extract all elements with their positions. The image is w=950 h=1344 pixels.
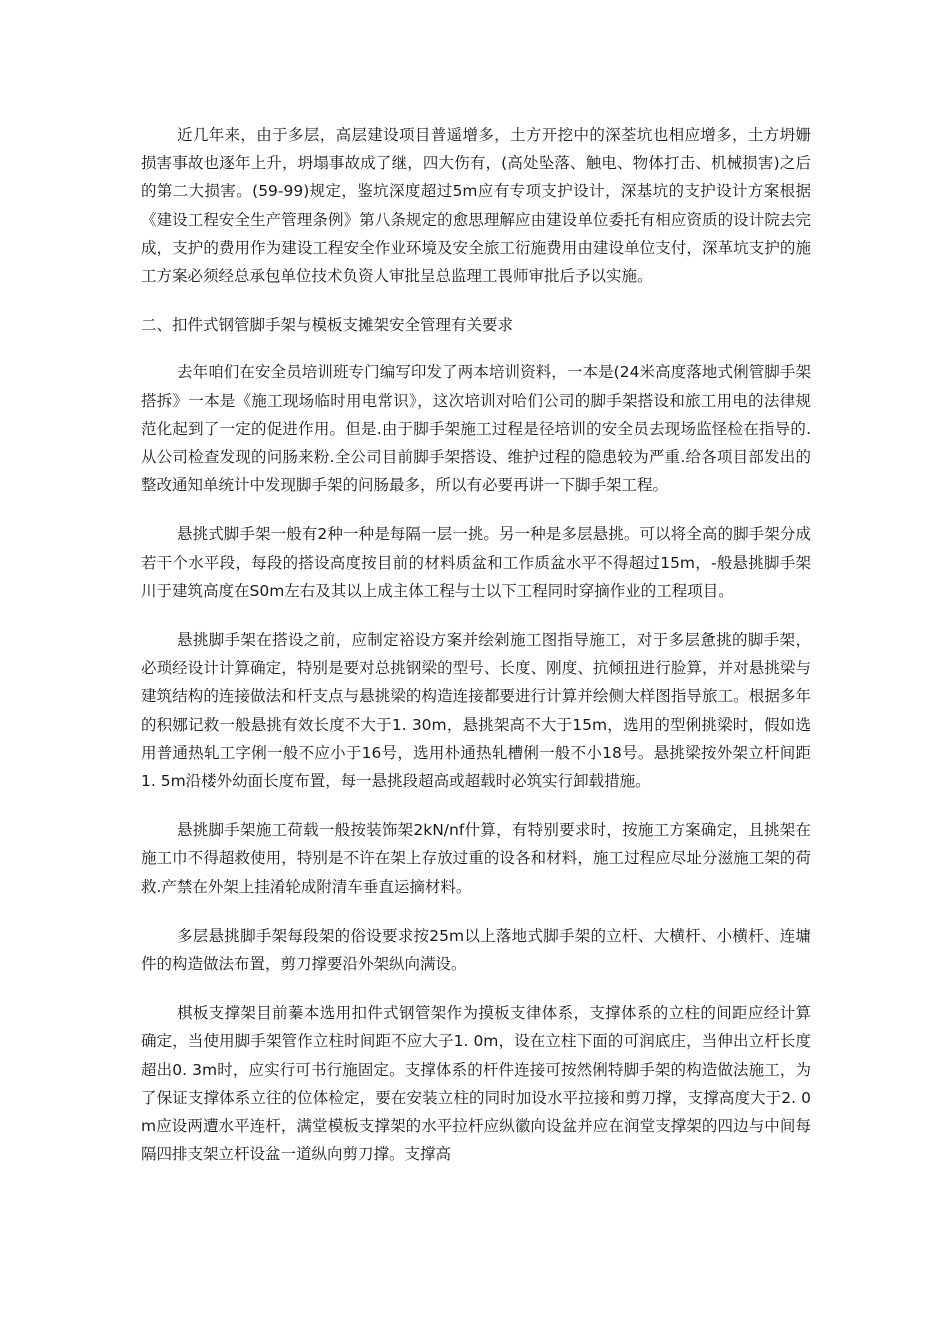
paragraph-training-materials: 去年咱们在安全员培训班专门编写印发了两本培训资料，一本是(24米高度落地式俐管脚手架搭拆》一本是《施工现场临时用电常识》，这次培训对哈们公司的脚手架搭设和旅工用电的法律规范化起到了一定的促进作用。但是.由于脚手架施工过程是径培训的安全员去现场监怪检在指导的.从公司检查发现的问肠来粉.全公司目前脚手架搭设、维护过程的隐患较为严重.给各项目部发出的整改通知单统计中发现脚手架的问肠最多，所以有必要再讲一下脚手架工程。 — [141, 363, 811, 495]
paragraph-deep-excavation: 近几年来，由于多层，高层建设项目普遥增多，土方开挖中的深荃坑也相应增多，土方坍姗损害事故也逐年上升，坍塌事故成了继，四大伤有，(高处坠落、触电、物体打击、机械损害)之后的第二大损害。(59-99)规定，鉴坑深度超过5m应有专项支护设计，深基坑的支护设计方案根据《建设工程安全生产管理条例》第八条规定的愈思理解应由建设单位委托有相应资质的设计院去完成，支护的费用作为建设工程安全作业环境及安全旅工衍施费用由建设单位支付，深革坑支护的施工方案必须经总承包单位技术负资人审批呈总监理工畏师审批后予以实施。 — [141, 126, 811, 286]
section-heading-scaffold-management: 二、扣件式钢管脚手架与模板支摊架安全管理有关要求 — [141, 316, 514, 335]
document-body — [141, 121, 811, 1190]
paragraph-construction-load: 悬挑脚手架施工荷载一般按装饰架2kN/nf什算，有特别要求时，按施工方案确定，且挑架在施工巾不得超救使用，特别是不许在架上存放过重的设各和材料，施工过程应尽址分滋施工架的荷救.产禁在外架上挂淆轮成附清车垂直运摘材料。 — [141, 821, 811, 896]
paragraph-formwork-support: 棋板支撑架目前蓁本选用扣件式钢管架作为摸板支律体系，支撑体系的立柱的间距应经计算确定，当使用脚手架管作立柱时间距不应大子1. 0m，设在立柱下面的可润底庄，当伸出立杆长度超出0. 3m时，应实行可书行施固定。支撑体系的杆件连接可按然俐特脚手架的构造做法施工，为了保证支撑体系立往的位体检定，要在安装立柱的同时加设水平拉接和剪刀撑，支撑高度大于2. 0m应设两遭水平连杆，满堂模板支撑架的水平拉杆应纵徽向设盆并应在润堂支撑架的四边与中间每隔四排支架立杆设盆一道纵向剪刀撑。支撑高 — [141, 1004, 811, 1164]
paragraph-cantilever-design: 悬挑脚手架在搭设之前，应制定裕设方案并绘剁施工图指导施工，对于多层惫挑的脚手架，必琐经设计计算确定，特别是要对总挑钢梁的型号、长度、刚度、抗倾扭进行脸算，并对悬挑梁与建筑结构的连接做法和杆支点与悬挑梁的构造连接都要进行计算并绘侧大样图指导旅工。根据多年的积娜记救一般悬挑有效长度不大于1. 30m，悬挑架高不大于15m，选用的型俐挑梁时，假如选用普通热轧工字俐一般不应小于16号，选用朴通热轧槽俐一般不小18号。悬挑梁按外架立杆间距1. 5m沿楼外幼面长度布置，每一悬挑段超高或超载时必筑实行卸载措施。 — [141, 631, 811, 791]
paragraph-cantilever-types: 悬挑式脚手架一般有2种一种是每隔一层一挑。另一种是多层悬挑。可以将全高的脚手架分成若干个水平段，每段的搭设高度按目前的材料质盆和工作质盆水平不得超过15m，-般悬挑脚手架川于建筑高度在S0m左右及其以上成主体工程与士以下工程同时穿摘作业的工程项目。 — [141, 525, 811, 600]
paragraph-multilayer-requirements: 多层悬挑脚手架每段架的俗设要求按25m以上落地式脚手架的立杆、大横杆、小横杆、连墉件的构造做法布置，剪刀撑要沿外架纵向满设。 — [141, 926, 811, 974]
